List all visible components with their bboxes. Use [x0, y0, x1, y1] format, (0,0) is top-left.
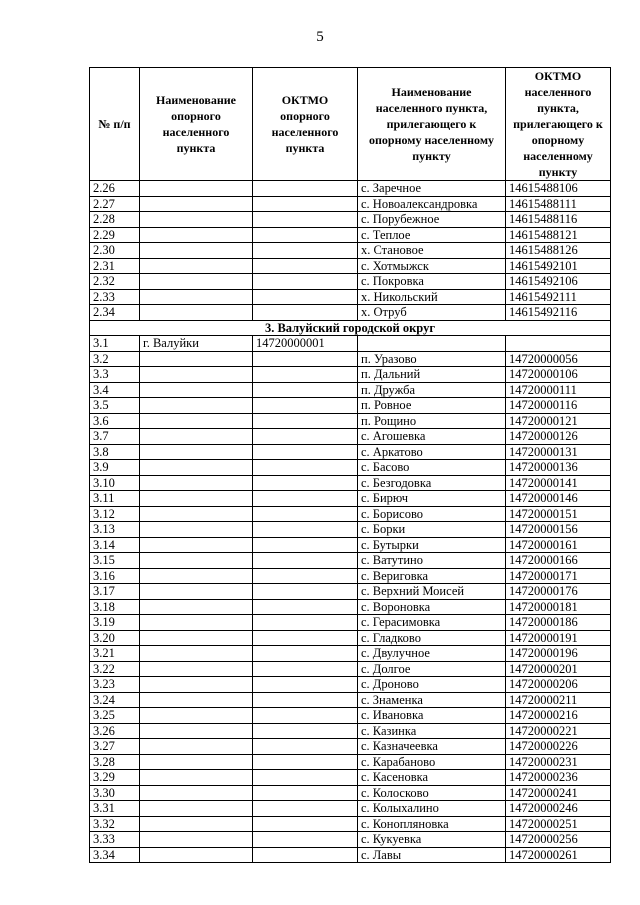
- support-settlement-name: [140, 646, 253, 662]
- adjacent-settlement-name: с. Колосково: [358, 785, 506, 801]
- header-num: № п/п: [90, 68, 140, 181]
- row-number: 3.17: [90, 584, 140, 600]
- support-settlement-oktmo: [253, 227, 358, 243]
- adjacent-settlement-name: с. Агошевка: [358, 429, 506, 445]
- table-row: [90, 801, 611, 817]
- table-row: [90, 398, 611, 414]
- adjacent-settlement-oktmo: 14720000251: [506, 816, 611, 832]
- row-number: 3.13: [90, 522, 140, 538]
- adjacent-settlement-oktmo: 14720000171: [506, 568, 611, 584]
- support-settlement-oktmo: [253, 274, 358, 290]
- table-row: [90, 413, 611, 429]
- support-settlement-name: [140, 568, 253, 584]
- adjacent-settlement-oktmo: 14720000176: [506, 584, 611, 600]
- row-number: 2.26: [90, 181, 140, 197]
- header-support-oktmo: ОКТМО опорного населенного пункта: [253, 68, 358, 181]
- table-row: [90, 181, 611, 197]
- support-settlement-oktmo: [253, 553, 358, 569]
- row-number: 3.12: [90, 506, 140, 522]
- table-row: [90, 723, 611, 739]
- support-settlement-oktmo: [253, 599, 358, 615]
- adjacent-settlement-name: с. Вороновка: [358, 599, 506, 615]
- support-settlement-oktmo: [253, 181, 358, 197]
- table-row: [90, 367, 611, 383]
- row-number: 3.19: [90, 615, 140, 631]
- support-settlement-name: [140, 785, 253, 801]
- table-row: [90, 770, 611, 786]
- adjacent-settlement-oktmo: 14615488116: [506, 212, 611, 228]
- table-row: [90, 739, 611, 755]
- row-number: 3.15: [90, 553, 140, 569]
- adjacent-settlement-name: п. Рощино: [358, 413, 506, 429]
- table-body-part1: [90, 181, 611, 321]
- adjacent-settlement-name: с. Ватутино: [358, 553, 506, 569]
- section-title: 3. Валуйский городской округ: [90, 320, 611, 336]
- row-number: 3.25: [90, 708, 140, 724]
- adjacent-settlement-oktmo: 14720000111: [506, 382, 611, 398]
- support-settlement-name: [140, 212, 253, 228]
- row-number: 3.34: [90, 847, 140, 863]
- adjacent-settlement-oktmo: 14720000236: [506, 770, 611, 786]
- adjacent-settlement-name: с. Дроново: [358, 677, 506, 693]
- header-support-name: Наименование опорного населенного пункта: [140, 68, 253, 181]
- table-row: [90, 646, 611, 662]
- adjacent-settlement-name: с. Гладково: [358, 630, 506, 646]
- table-row: [90, 212, 611, 228]
- support-settlement-oktmo: [253, 677, 358, 693]
- support-settlement-name: [140, 367, 253, 383]
- adjacent-settlement-name: с. Борисово: [358, 506, 506, 522]
- support-settlement-oktmo: [253, 413, 358, 429]
- adjacent-settlement-name: п. Уразово: [358, 351, 506, 367]
- table-row: [90, 274, 611, 290]
- row-number: 3.7: [90, 429, 140, 445]
- support-settlement-name: г. Валуйки: [140, 336, 253, 352]
- adjacent-settlement-name: с. Заречное: [358, 181, 506, 197]
- table-row: [90, 832, 611, 848]
- adjacent-settlement-oktmo: 14720000261: [506, 847, 611, 863]
- row-number: 3.29: [90, 770, 140, 786]
- row-number: 3.23: [90, 677, 140, 693]
- support-settlement-oktmo: [253, 243, 358, 259]
- adjacent-settlement-name: с. Долгое: [358, 661, 506, 677]
- adjacent-settlement-oktmo: 14720000241: [506, 785, 611, 801]
- row-number: 3.9: [90, 460, 140, 476]
- support-settlement-name: [140, 630, 253, 646]
- support-settlement-oktmo: [253, 646, 358, 662]
- adjacent-settlement-name: с. Борки: [358, 522, 506, 538]
- support-settlement-name: [140, 553, 253, 569]
- table-header-row: [90, 68, 611, 181]
- adjacent-settlement-oktmo: 14720000226: [506, 739, 611, 755]
- row-number: 3.22: [90, 661, 140, 677]
- adjacent-settlement-name: с. Касеновка: [358, 770, 506, 786]
- support-settlement-oktmo: [253, 615, 358, 631]
- support-settlement-oktmo: [253, 382, 358, 398]
- support-settlement-name: [140, 661, 253, 677]
- support-settlement-oktmo: [253, 723, 358, 739]
- support-settlement-name: [140, 305, 253, 321]
- adjacent-settlement-oktmo: 14615492101: [506, 258, 611, 274]
- support-settlement-oktmo: [253, 351, 358, 367]
- support-settlement-oktmo: [253, 754, 358, 770]
- support-settlement-name: [140, 692, 253, 708]
- adjacent-settlement-oktmo: 14720000131: [506, 444, 611, 460]
- adjacent-settlement-name: с. Верхний Моисей: [358, 584, 506, 600]
- adjacent-settlement-name: п. Дружба: [358, 382, 506, 398]
- support-settlement-name: [140, 832, 253, 848]
- adjacent-settlement-name: с. Вериговка: [358, 568, 506, 584]
- section-row: [90, 320, 611, 336]
- adjacent-settlement-name: с. Казинка: [358, 723, 506, 739]
- support-settlement-name: [140, 615, 253, 631]
- adjacent-settlement-name: с. Кукуевка: [358, 832, 506, 848]
- table-row: [90, 227, 611, 243]
- adjacent-settlement-oktmo: 14615488121: [506, 227, 611, 243]
- adjacent-settlement-oktmo: 14720000166: [506, 553, 611, 569]
- table-row: [90, 243, 611, 259]
- adjacent-settlement-oktmo: 14720000246: [506, 801, 611, 817]
- table-row: [90, 491, 611, 507]
- adjacent-settlement-oktmo: 14615488106: [506, 181, 611, 197]
- adjacent-settlement-name: с. Аркатово: [358, 444, 506, 460]
- support-settlement-name: [140, 460, 253, 476]
- adjacent-settlement-oktmo: 14615492116: [506, 305, 611, 321]
- support-settlement-oktmo: [253, 568, 358, 584]
- adjacent-settlement-name: с. Порубежное: [358, 212, 506, 228]
- adjacent-settlement-oktmo: 14720000106: [506, 367, 611, 383]
- adjacent-settlement-oktmo: 14720000121: [506, 413, 611, 429]
- table-row: [90, 816, 611, 832]
- support-settlement-name: [140, 816, 253, 832]
- adjacent-settlement-oktmo: 14720000216: [506, 708, 611, 724]
- table-row: [90, 692, 611, 708]
- adjacent-settlement-oktmo: 14720000151: [506, 506, 611, 522]
- adjacent-settlement-name: с. Колыхалино: [358, 801, 506, 817]
- table-row: [90, 336, 611, 352]
- table-row: [90, 584, 611, 600]
- support-settlement-name: [140, 770, 253, 786]
- support-settlement-oktmo: [253, 801, 358, 817]
- adjacent-settlement-oktmo: 14720000181: [506, 599, 611, 615]
- support-settlement-name: [140, 475, 253, 491]
- header-adjacent-name: Наименование населенного пункта, прилегающего к опорному населенному пункту: [358, 68, 506, 181]
- table-row: [90, 630, 611, 646]
- support-settlement-name: [140, 537, 253, 553]
- adjacent-settlement-name: с. Теплое: [358, 227, 506, 243]
- adjacent-settlement-name: х. Никольский: [358, 289, 506, 305]
- adjacent-settlement-oktmo: 14615492111: [506, 289, 611, 305]
- row-number: 3.1: [90, 336, 140, 352]
- table-row: [90, 615, 611, 631]
- support-settlement-name: [140, 274, 253, 290]
- support-settlement-name: [140, 522, 253, 538]
- support-settlement-oktmo: [253, 537, 358, 553]
- adjacent-settlement-oktmo: 14720000211: [506, 692, 611, 708]
- adjacent-settlement-oktmo: 14720000141: [506, 475, 611, 491]
- row-number: 3.32: [90, 816, 140, 832]
- support-settlement-oktmo: [253, 661, 358, 677]
- support-settlement-oktmo: [253, 584, 358, 600]
- adjacent-settlement-name: с. Знаменка: [358, 692, 506, 708]
- adjacent-settlement-oktmo: 14720000231: [506, 754, 611, 770]
- adjacent-settlement-oktmo: 14720000116: [506, 398, 611, 414]
- adjacent-settlement-name: [358, 336, 506, 352]
- row-number: 2.32: [90, 274, 140, 290]
- row-number: 3.33: [90, 832, 140, 848]
- support-settlement-name: [140, 243, 253, 259]
- row-number: 3.6: [90, 413, 140, 429]
- adjacent-settlement-name: с. Бутырки: [358, 537, 506, 553]
- table-row: [90, 506, 611, 522]
- adjacent-settlement-name: х. Отруб: [358, 305, 506, 321]
- row-number: 3.16: [90, 568, 140, 584]
- row-number: 3.3: [90, 367, 140, 383]
- adjacent-settlement-oktmo: 14720000126: [506, 429, 611, 445]
- table-row: [90, 847, 611, 863]
- support-settlement-oktmo: [253, 739, 358, 755]
- row-number: 3.8: [90, 444, 140, 460]
- adjacent-settlement-oktmo: 14720000186: [506, 615, 611, 631]
- table-row: [90, 708, 611, 724]
- support-settlement-oktmo: [253, 491, 358, 507]
- adjacent-settlement-name: с. Карабаново: [358, 754, 506, 770]
- table-row: [90, 661, 611, 677]
- row-number: 3.28: [90, 754, 140, 770]
- support-settlement-oktmo: 14720000001: [253, 336, 358, 352]
- table-row: [90, 537, 611, 553]
- table-row: [90, 429, 611, 445]
- support-settlement-name: [140, 491, 253, 507]
- adjacent-settlement-name: с. Безгодовка: [358, 475, 506, 491]
- adjacent-settlement-oktmo: 14720000201: [506, 661, 611, 677]
- support-settlement-oktmo: [253, 522, 358, 538]
- support-settlement-name: [140, 429, 253, 445]
- support-settlement-oktmo: [253, 305, 358, 321]
- support-settlement-oktmo: [253, 785, 358, 801]
- support-settlement-name: [140, 506, 253, 522]
- support-settlement-oktmo: [253, 630, 358, 646]
- adjacent-settlement-name: с. Бирюч: [358, 491, 506, 507]
- table-row: [90, 196, 611, 212]
- adjacent-settlement-name: с. Двулучное: [358, 646, 506, 662]
- support-settlement-name: [140, 227, 253, 243]
- adjacent-settlement-oktmo: 14720000056: [506, 351, 611, 367]
- support-settlement-name: [140, 181, 253, 197]
- support-settlement-name: [140, 584, 253, 600]
- support-settlement-name: [140, 382, 253, 398]
- support-settlement-name: [140, 258, 253, 274]
- table-row: [90, 460, 611, 476]
- adjacent-settlement-oktmo: [506, 336, 611, 352]
- adjacent-settlement-oktmo: 14615492106: [506, 274, 611, 290]
- table-row: [90, 351, 611, 367]
- header-adjacent-oktmo: ОКТМО населенного пункта, прилегающего к опорному населенному пункту: [506, 68, 611, 181]
- row-number: 2.29: [90, 227, 140, 243]
- support-settlement-oktmo: [253, 367, 358, 383]
- row-number: 3.4: [90, 382, 140, 398]
- support-settlement-name: [140, 289, 253, 305]
- table-row: [90, 444, 611, 460]
- support-settlement-name: [140, 398, 253, 414]
- adjacent-settlement-name: п. Дальний: [358, 367, 506, 383]
- support-settlement-oktmo: [253, 429, 358, 445]
- support-settlement-oktmo: [253, 847, 358, 863]
- settlements-table: [89, 67, 611, 863]
- adjacent-settlement-name: х. Становое: [358, 243, 506, 259]
- support-settlement-name: [140, 677, 253, 693]
- table-row: [90, 475, 611, 491]
- support-settlement-oktmo: [253, 816, 358, 832]
- adjacent-settlement-name: с. Лавы: [358, 847, 506, 863]
- support-settlement-name: [140, 444, 253, 460]
- adjacent-settlement-oktmo: 14720000161: [506, 537, 611, 553]
- row-number: 3.21: [90, 646, 140, 662]
- support-settlement-oktmo: [253, 212, 358, 228]
- table-row: [90, 677, 611, 693]
- row-number: 2.27: [90, 196, 140, 212]
- support-settlement-name: [140, 723, 253, 739]
- support-settlement-oktmo: [253, 506, 358, 522]
- adjacent-settlement-name: с. Ивановка: [358, 708, 506, 724]
- support-settlement-name: [140, 739, 253, 755]
- support-settlement-oktmo: [253, 444, 358, 460]
- adjacent-settlement-name: с. Новоалександровка: [358, 196, 506, 212]
- row-number: 3.5: [90, 398, 140, 414]
- support-settlement-oktmo: [253, 460, 358, 476]
- support-settlement-name: [140, 413, 253, 429]
- row-number: 2.28: [90, 212, 140, 228]
- support-settlement-name: [140, 847, 253, 863]
- support-settlement-oktmo: [253, 258, 358, 274]
- table-row: [90, 522, 611, 538]
- row-number: 3.14: [90, 537, 140, 553]
- row-number: 3.27: [90, 739, 140, 755]
- row-number: 3.18: [90, 599, 140, 615]
- adjacent-settlement-oktmo: 14615488126: [506, 243, 611, 259]
- adjacent-settlement-oktmo: 14615488111: [506, 196, 611, 212]
- row-number: 3.24: [90, 692, 140, 708]
- support-settlement-oktmo: [253, 708, 358, 724]
- support-settlement-oktmo: [253, 832, 358, 848]
- support-settlement-oktmo: [253, 289, 358, 305]
- support-settlement-name: [140, 754, 253, 770]
- row-number: 3.26: [90, 723, 140, 739]
- adjacent-settlement-oktmo: 14720000256: [506, 832, 611, 848]
- adjacent-settlement-name: с. Герасимовка: [358, 615, 506, 631]
- table-row: [90, 754, 611, 770]
- adjacent-settlement-oktmo: 14720000206: [506, 677, 611, 693]
- support-settlement-name: [140, 708, 253, 724]
- row-number: 3.11: [90, 491, 140, 507]
- support-settlement-name: [140, 801, 253, 817]
- adjacent-settlement-oktmo: 14720000156: [506, 522, 611, 538]
- row-number: 2.33: [90, 289, 140, 305]
- adjacent-settlement-name: с. Басово: [358, 460, 506, 476]
- adjacent-settlement-name: с. Покровка: [358, 274, 506, 290]
- adjacent-settlement-oktmo: 14720000136: [506, 460, 611, 476]
- support-settlement-name: [140, 599, 253, 615]
- adjacent-settlement-name: с. Конопляновка: [358, 816, 506, 832]
- support-settlement-oktmo: [253, 475, 358, 491]
- table-row: [90, 382, 611, 398]
- adjacent-settlement-oktmo: 14720000196: [506, 646, 611, 662]
- table-body-part2: [90, 336, 611, 863]
- row-number: 3.30: [90, 785, 140, 801]
- table-row: [90, 599, 611, 615]
- page-number: 5: [316, 29, 324, 45]
- row-number: 2.30: [90, 243, 140, 259]
- support-settlement-oktmo: [253, 770, 358, 786]
- support-settlement-oktmo: [253, 398, 358, 414]
- row-number: 2.34: [90, 305, 140, 321]
- table-row: [90, 258, 611, 274]
- row-number: 3.31: [90, 801, 140, 817]
- adjacent-settlement-name: с. Хотмыжск: [358, 258, 506, 274]
- adjacent-settlement-oktmo: 14720000191: [506, 630, 611, 646]
- adjacent-settlement-oktmo: 14720000146: [506, 491, 611, 507]
- row-number: 2.31: [90, 258, 140, 274]
- adjacent-settlement-name: п. Ровное: [358, 398, 506, 414]
- table-row: [90, 553, 611, 569]
- support-settlement-name: [140, 196, 253, 212]
- table-row: [90, 305, 611, 321]
- row-number: 3.2: [90, 351, 140, 367]
- table-row: [90, 785, 611, 801]
- table-row: [90, 289, 611, 305]
- support-settlement-oktmo: [253, 692, 358, 708]
- adjacent-settlement-name: с. Казначеевка: [358, 739, 506, 755]
- adjacent-settlement-oktmo: 14720000221: [506, 723, 611, 739]
- row-number: 3.20: [90, 630, 140, 646]
- table-row: [90, 568, 611, 584]
- support-settlement-name: [140, 351, 253, 367]
- support-settlement-oktmo: [253, 196, 358, 212]
- row-number: 3.10: [90, 475, 140, 491]
